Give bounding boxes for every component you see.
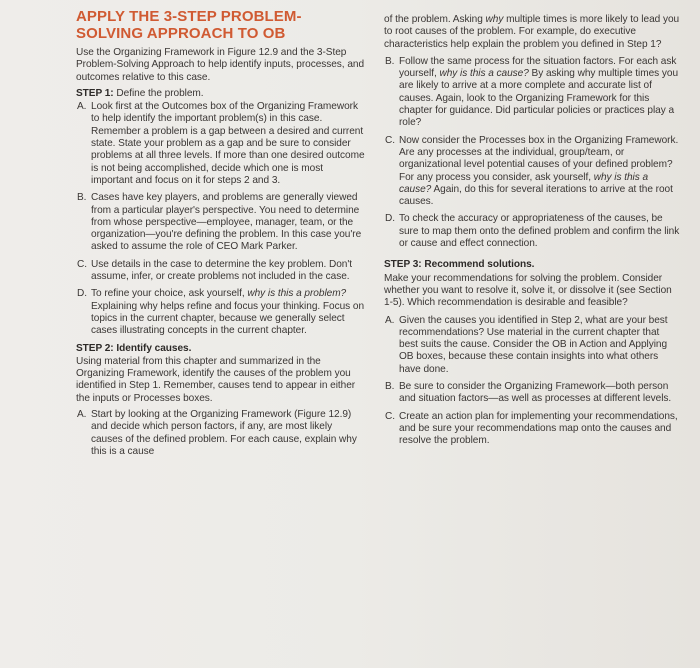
item-text-post: By asking why multiple times you are likely to arrive at a more complete and accurate list of causes. Again, look to the Organizing Framework for this chapter for guidance. Did particular policies or practices play a role? xyxy=(399,68,679,129)
step2-item-a-continued xyxy=(384,14,680,51)
item-text-pre: Now consider the Processes box in the Organizing Framework. Are any processes at the individual, group/team, or organizational level potential causes of your defined problem? For any process you consider, ask yourself, xyxy=(399,134,679,183)
step1-label: STEP 1: xyxy=(76,87,114,99)
intro-paragraph: Use the Organizing Framework in Figure 12.9 and the 3-Step Problem-Solving Approach to help identify inputs, processes, and outcomes relative to this case. xyxy=(76,47,365,83)
item-label: D. xyxy=(77,288,87,300)
item-text: Start by looking at the Organizing Framework (Figure 12.9) and decide which person factors, if any, are most likely causes of the defined problem. For each cause, explain why this is a cause xyxy=(91,409,357,457)
step2-item-c xyxy=(384,135,680,209)
step2-intro: Using material from this chapter and summarized in the Organizing Framework, identify the causes of the problem you identified in Step 1. Remember, causes tend to appear in either the inputs or Processes boxes. xyxy=(76,355,356,404)
step2-item-a xyxy=(76,409,366,458)
item-text: Cases have key players, and problems are generally viewed from a particular player's perspective. You need to determine from whose perspective—employee, manager, team, or the organization—you're defining the problem. In this case you're asked to assume the role of CEO Mark Parker. xyxy=(91,192,362,253)
item-text: Use details in the case to determine the key problem. Don't assume, infer, or create problems not included in the case. xyxy=(91,258,352,283)
item-text: Given the causes you identified in Step 2, what are your best recommendations? Use material in the current chapter that best suits the cause. Consider the OB in Action and Applying OB boxes, because these contain insights into what others have done. xyxy=(399,314,668,375)
step1-heading xyxy=(76,88,366,100)
item-text-pre: To refine your choice, ask yourself, xyxy=(91,288,248,300)
step1-item-c xyxy=(76,259,366,284)
step1-item-a xyxy=(76,101,366,187)
item-label: B. xyxy=(385,381,395,393)
step2-title: Identify causes. xyxy=(116,342,192,354)
step1-title: Define the problem. xyxy=(116,87,204,99)
item-text-emphasis: why is this a cause? xyxy=(399,171,649,195)
item-label: D. xyxy=(385,213,395,225)
item-text-post: Again, do this for several iterations to arrive at the root causes. xyxy=(399,183,673,208)
page-title xyxy=(76,8,366,42)
step3-heading xyxy=(384,259,680,271)
step2-heading xyxy=(76,343,366,355)
item-label: A. xyxy=(385,314,395,326)
step2-label: STEP 2: xyxy=(76,342,114,354)
item-label: B. xyxy=(77,192,87,204)
step1-item-b xyxy=(76,192,366,253)
item-label: C. xyxy=(385,134,395,146)
step3-intro: Make your recommendations for solving the problem. Consider whether you want to resolve it, solve it, or dissolve it (see Section 1-5). Which recommendation is desirable and feasible? xyxy=(384,272,672,309)
title-line-1: APPLY THE 3-STEP PROBLEM- xyxy=(76,8,302,25)
item-text-emphasis: why is this a cause? xyxy=(439,68,529,80)
item-label: C. xyxy=(385,410,395,422)
item-label: A. xyxy=(77,101,87,113)
right-column xyxy=(384,14,680,453)
step3-item-b xyxy=(384,381,680,406)
item-text: Be sure to consider the Organizing Framework—both person and situation factors—as well as processes at different levels. xyxy=(399,381,672,405)
left-column xyxy=(76,8,366,463)
step2-item-b xyxy=(384,56,680,130)
item-label: C. xyxy=(77,258,87,270)
step3-item-c xyxy=(384,411,680,448)
step3-title: Recommend solutions. xyxy=(424,259,535,271)
step3-label: STEP 3: xyxy=(384,259,422,271)
item-text-emphasis: why is this a problem? xyxy=(247,288,347,300)
title-line-2: SOLVING APPROACH TO OB xyxy=(76,25,286,42)
item-label: B. xyxy=(385,55,395,67)
continued-text-post: multiple times is more likely to lead you to root causes of the problem. For example, do executive characteristics help explain the problem you defined in Step 1? xyxy=(384,14,680,50)
step1-item-d xyxy=(76,288,366,337)
item-label: A. xyxy=(77,409,87,421)
item-text: Create an action plan for implementing your recommendations, and be sure your recommendations map onto the causes and resolve the problem. xyxy=(399,410,678,447)
step3-item-a xyxy=(384,315,680,376)
item-text-post: Explaining why helps refine and focus your thinking. Focus on topics in the current chapter, because we generally select cases illustrating concepts in the current chapter. xyxy=(91,300,365,337)
item-text: To check the accuracy or appropriateness of the causes, be sure to map them onto the defined problem and confirm the link or cause and effect connection. xyxy=(399,213,680,250)
continued-text-pre: of the problem. Asking xyxy=(384,14,486,25)
item-text: Look first at the Outcomes box of the Organizing Framework to help identify the important problem(s) in this case. Remember a problem is a gap between a desired and current state. State your problem as a gap and be sure to consider problems at all three levels. If more than one desired outcome is not being accomplished, decide which one is most important and focus on it for steps 2 and 3. xyxy=(91,101,365,186)
continued-text-emphasis: why xyxy=(485,14,504,25)
step2-item-d xyxy=(384,213,680,250)
item-text-pre: Follow the same process for the situation factors. For each ask yourself, xyxy=(399,55,677,80)
